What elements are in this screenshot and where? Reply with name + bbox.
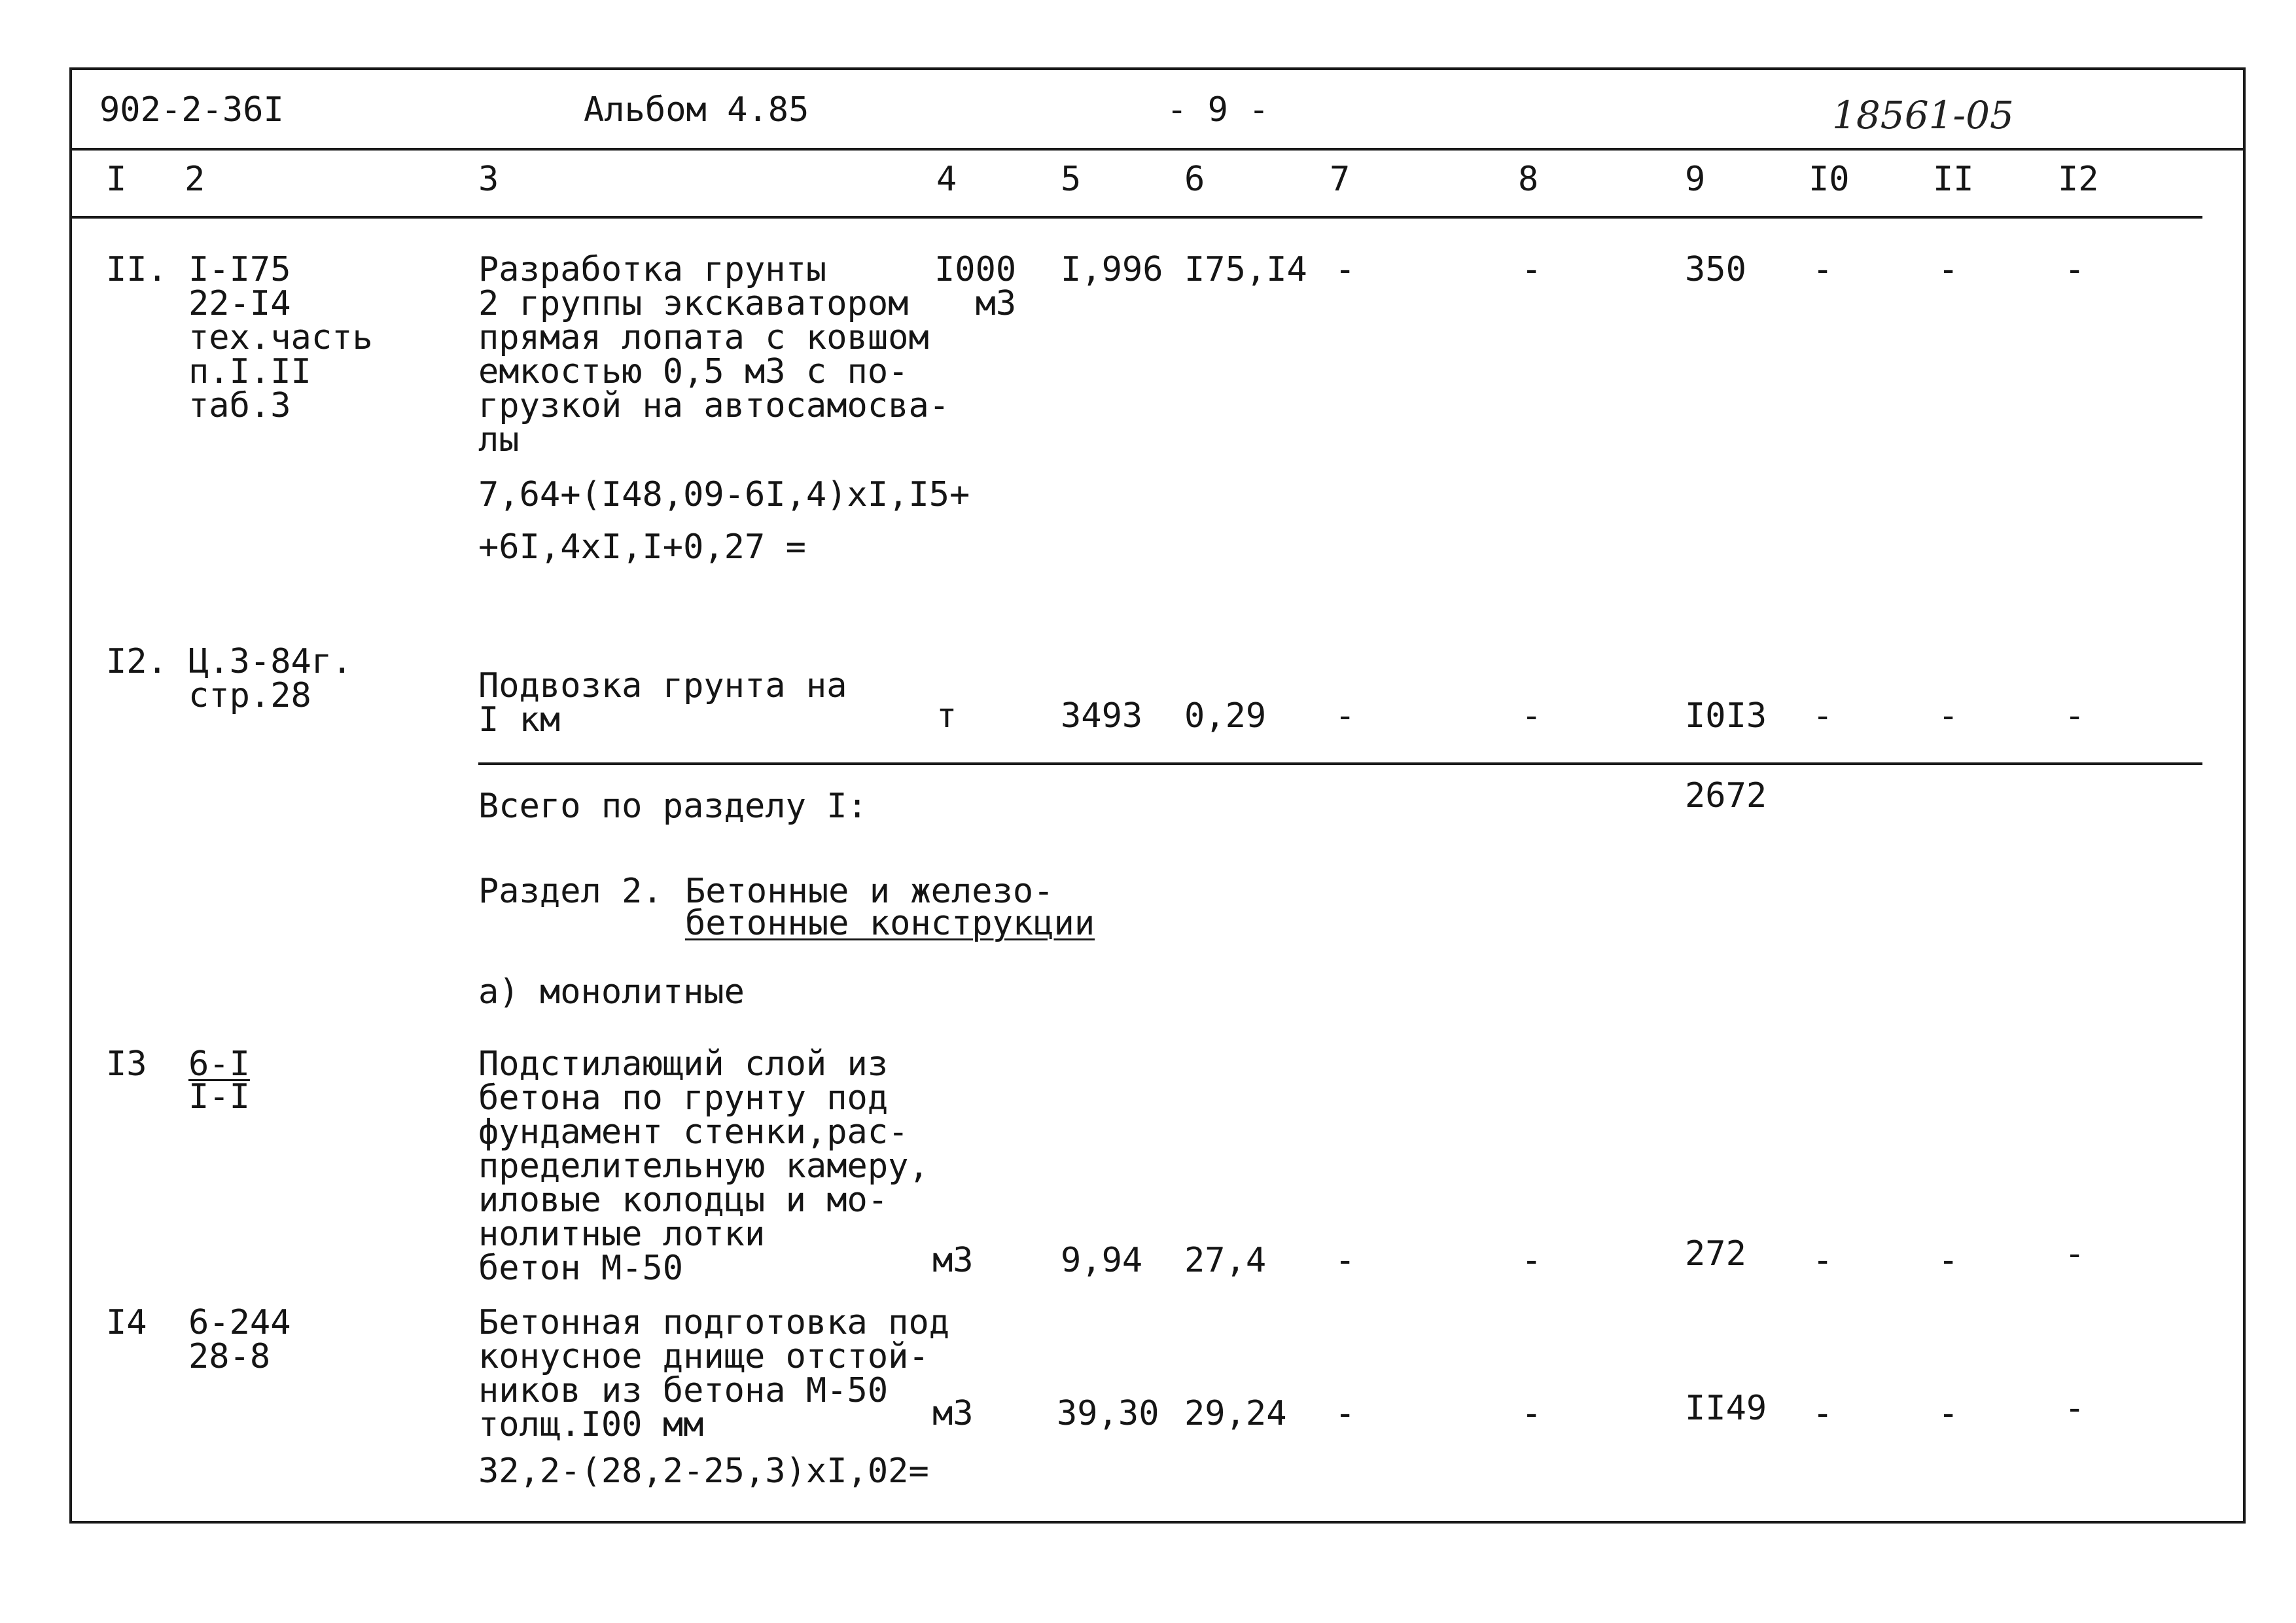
- row-14-col7: -: [1335, 1394, 1356, 1433]
- col-header-3: 3: [478, 160, 499, 199]
- row-14-description: Бетонная подготовка под конусное днище отстой- ников из бетона М-50 толщ.I00 мм: [478, 1303, 950, 1444]
- col-header-4: 4: [936, 160, 957, 199]
- col-header-6: 6: [1184, 160, 1205, 199]
- row-13-reference-bottom: I-I: [188, 1077, 250, 1116]
- row-13-col10: -: [1812, 1241, 1833, 1280]
- row-11-unit: I000 м3: [934, 250, 1017, 323]
- row-12-col6: 0,29: [1184, 696, 1267, 736]
- section-2-title-line-1: Бетонные и железо-: [685, 872, 1054, 911]
- subtotal-divider: [478, 762, 2202, 765]
- frame-right-border: [2243, 67, 2246, 1524]
- row-13-col12: -: [2064, 1234, 2085, 1274]
- col-header-9: 9: [1685, 160, 1706, 199]
- row-13-col8: -: [1521, 1241, 1542, 1280]
- row-13-col6: 27,4: [1184, 1241, 1267, 1280]
- row-11-description: Разработка грунты 2 группы экскаватором прямая лопата с ковшом емкостью 0,5 м3 с по- грузкой на автосамосва- лы: [478, 250, 950, 459]
- row-14-col8: -: [1521, 1394, 1542, 1433]
- row-12-description: Подвозка грунта на I км: [478, 666, 847, 740]
- row-14-col6: 29,24: [1184, 1394, 1287, 1433]
- section-1-total-value: 2672: [1685, 776, 1767, 815]
- row-12-reference: Ц.3-84г. стр.28: [188, 642, 353, 715]
- row-12-col12: -: [2064, 696, 2085, 736]
- row-11-col5: I,996: [1061, 250, 1163, 289]
- row-11-col12: -: [2064, 250, 2085, 289]
- row-14-col10: -: [1812, 1394, 1833, 1433]
- row-12-col7: -: [1335, 696, 1356, 736]
- page-number: - 9 -: [1167, 90, 1269, 130]
- doc-code: 902-2-36I: [99, 90, 284, 130]
- row-14-formula: 32,2-(28,2-25,3)xI,02=: [478, 1452, 929, 1491]
- row-14-col12: -: [2064, 1389, 2085, 1428]
- header-divider: [69, 148, 2246, 151]
- album-label: Альбом 4.85: [584, 90, 809, 130]
- row-13-col9: 272: [1685, 1234, 1746, 1274]
- col-header-12: I2: [2058, 160, 2099, 199]
- handwritten-code: 18561-05: [1832, 93, 2014, 137]
- frame-bottom-border: [69, 1521, 2246, 1524]
- row-12-col11: -: [1938, 696, 1959, 736]
- section-2-title-line-2: бетонные конструкции: [685, 904, 1095, 943]
- frame-left-border: [69, 67, 72, 1524]
- section-1-total-label: Всего по разделу I:: [478, 787, 868, 826]
- row-12-col5: 3493: [1061, 696, 1143, 736]
- col-header-11: II: [1933, 160, 1974, 199]
- col-header-1: I: [106, 160, 127, 199]
- row-14-col5: 39,30: [1057, 1394, 1159, 1433]
- row-12-number: I2.: [106, 642, 168, 681]
- row-11-col11: -: [1938, 250, 1959, 289]
- row-11-formula-1: 7,64+(I48,09-6I,4)xI,I5+: [478, 475, 970, 514]
- row-14-col9: II49: [1685, 1389, 1767, 1428]
- section-2-subsection: а) монолитные: [478, 972, 745, 1012]
- row-14-reference: 6-244 28-8: [188, 1303, 291, 1376]
- row-14-col11: -: [1938, 1394, 1959, 1433]
- row-11-col9: 350: [1685, 250, 1746, 289]
- row-13-col11: -: [1938, 1241, 1959, 1280]
- section-2-label: Раздел 2.: [478, 872, 663, 911]
- row-12-unit: т: [936, 696, 957, 736]
- col-header-8: 8: [1518, 160, 1539, 199]
- row-13-col5: 9,94: [1061, 1241, 1143, 1280]
- col-header-2: 2: [185, 160, 205, 199]
- row-11-number: II.: [106, 250, 168, 289]
- row-14-number: I4: [106, 1303, 147, 1342]
- row-13-unit: м3: [932, 1241, 974, 1280]
- row-11-col7: -: [1335, 250, 1356, 289]
- row-12-col8: -: [1521, 696, 1542, 736]
- col-header-7: 7: [1330, 160, 1351, 199]
- row-11-reference: I-I75 22-I4 тех.часть п.I.II таб.3: [188, 250, 373, 425]
- row-11-col8: -: [1521, 250, 1542, 289]
- row-11-col6: I75,I4: [1184, 250, 1307, 289]
- row-13-number: I3: [106, 1044, 147, 1084]
- col-header-5: 5: [1061, 160, 1082, 199]
- row-12-col10: -: [1812, 696, 1833, 736]
- row-13-col7: -: [1335, 1241, 1356, 1280]
- row-11-formula-2: +6I,4xI,I+0,27 =: [478, 527, 806, 567]
- row-11-col10: -: [1812, 250, 1833, 289]
- row-13-description: Подстилающий слой из бетона по грунту под фундамент стенки,рас- пределительную камеру, иловые колодцы и мо- нолитные лотки бетон М-50: [478, 1044, 929, 1288]
- row-12-col9: I0I3: [1685, 696, 1767, 736]
- col-header-10: I0: [1809, 160, 1850, 199]
- frame-top-border: [69, 67, 2246, 70]
- column-header-divider: [69, 216, 2202, 219]
- row-13-reference-top: 6-I: [188, 1044, 250, 1084]
- row-14-unit: м3: [932, 1394, 974, 1433]
